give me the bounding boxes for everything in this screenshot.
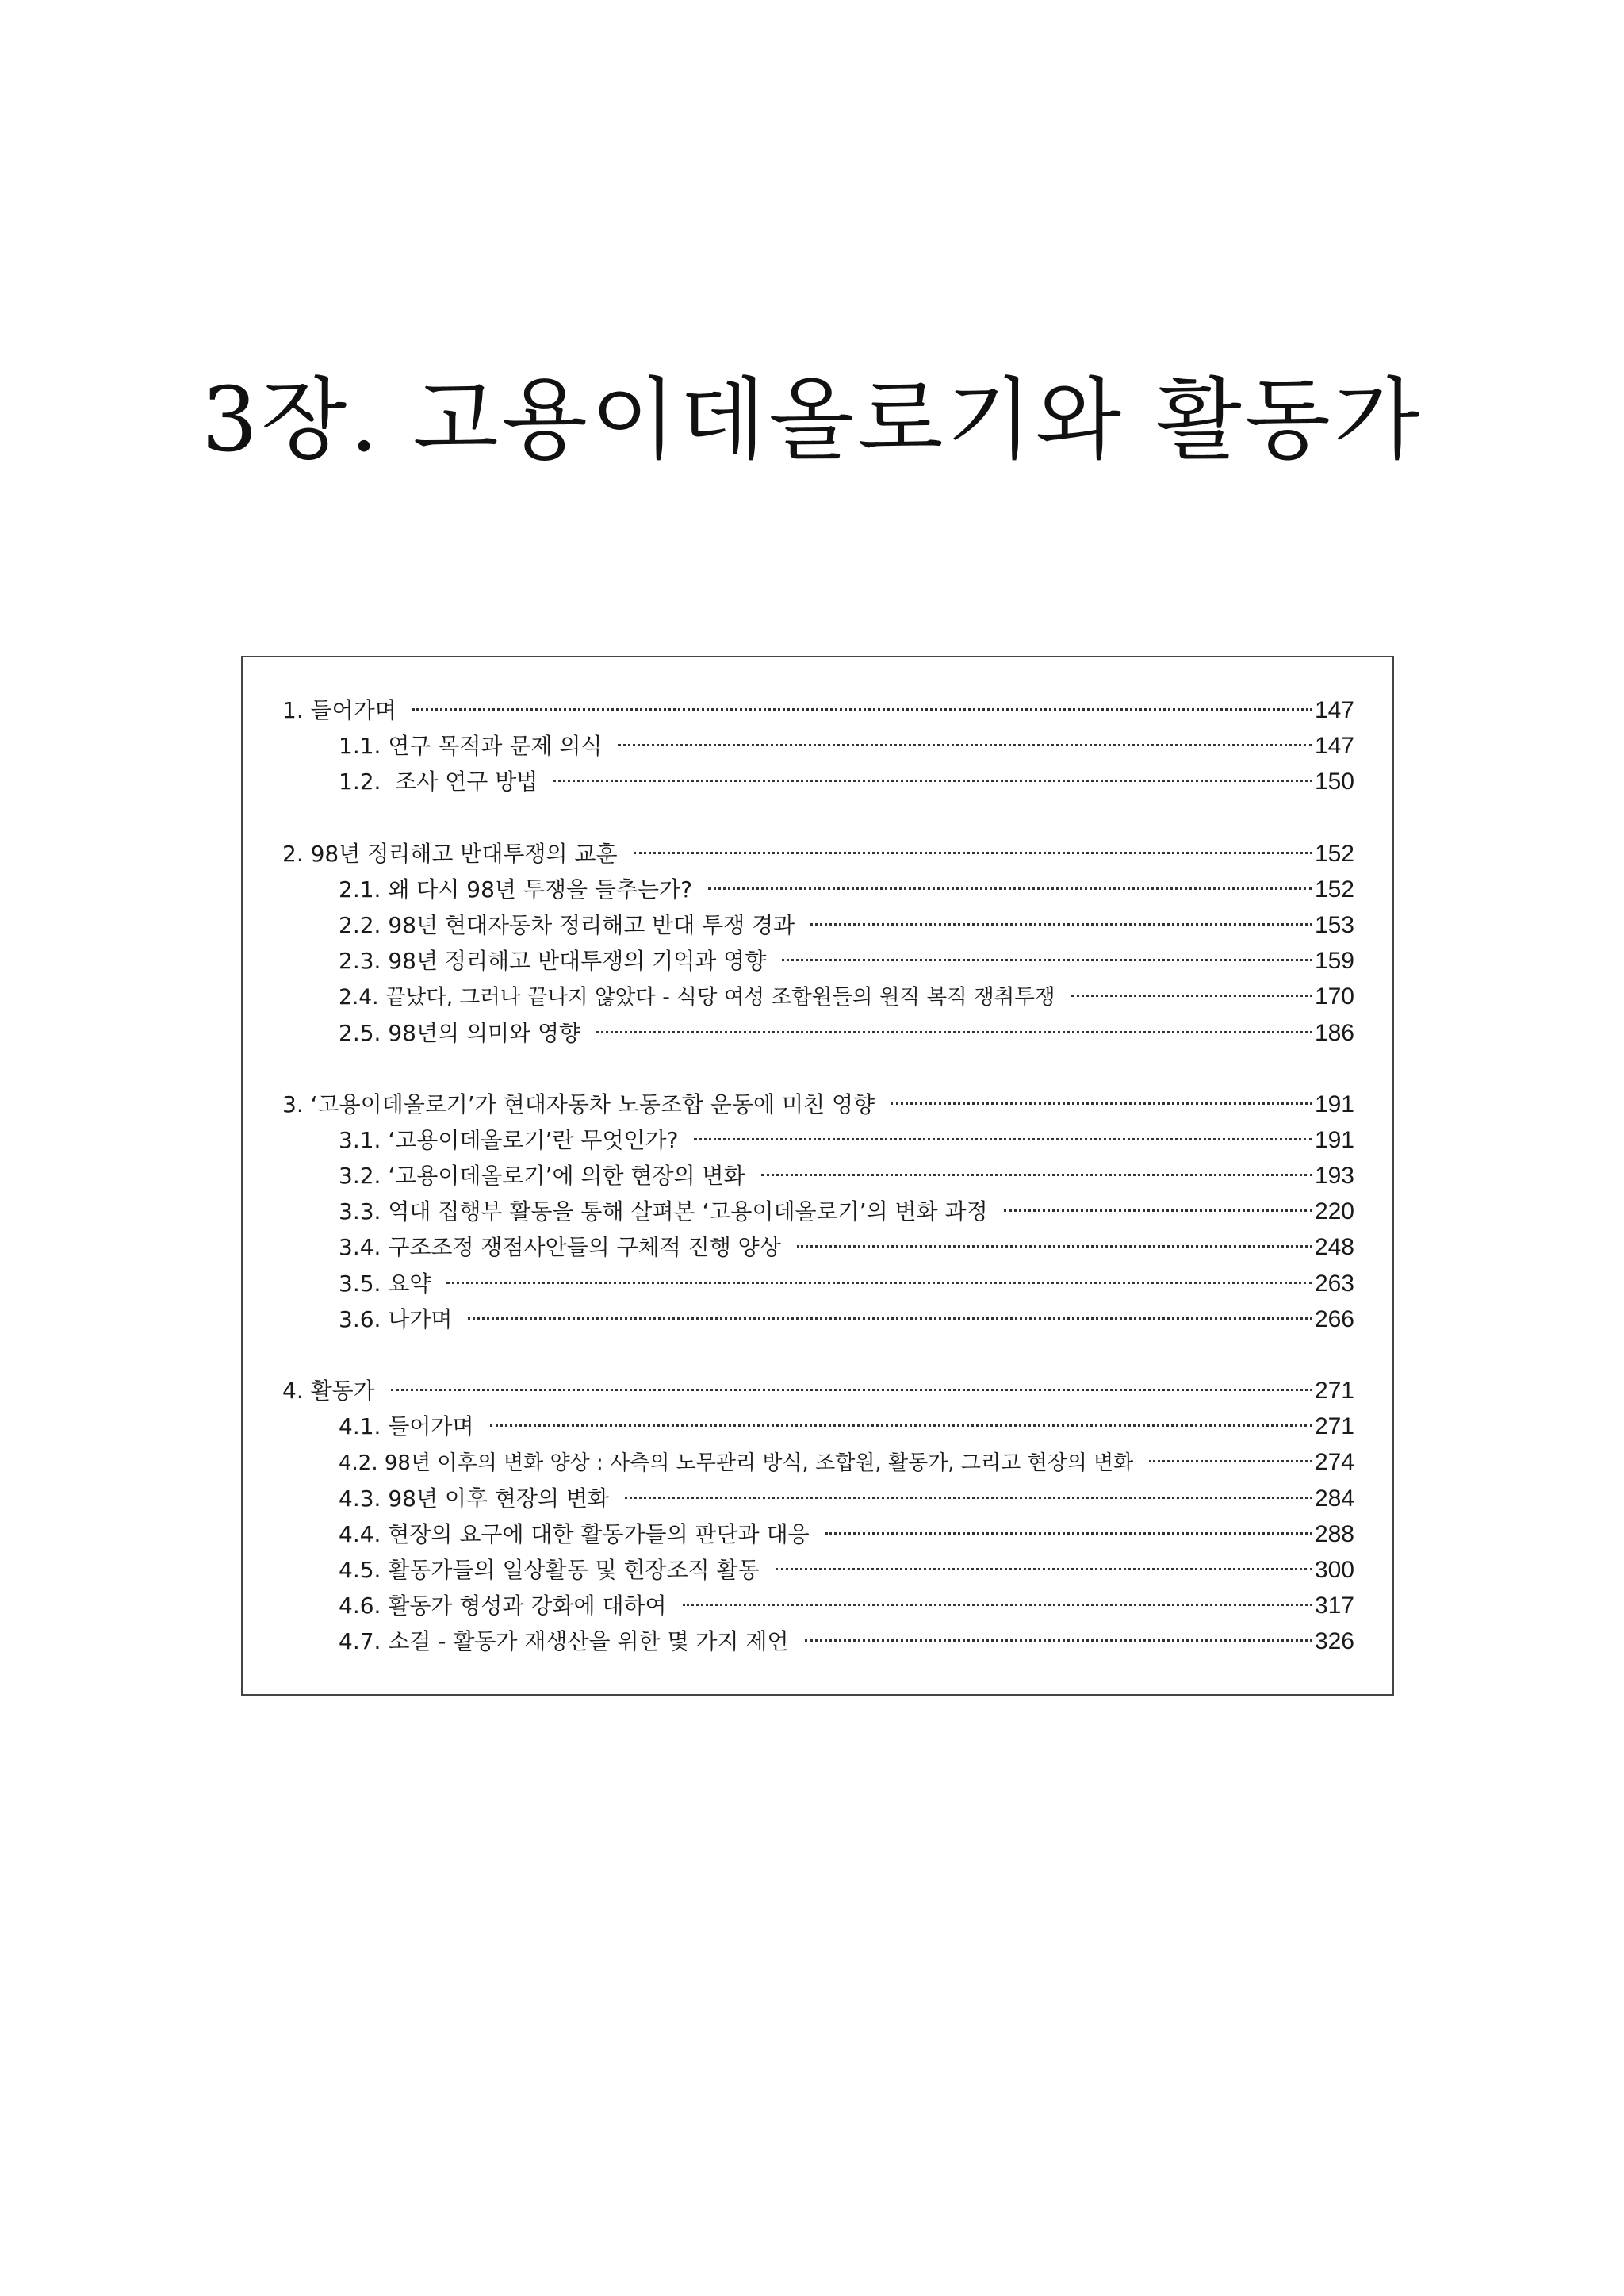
toc-entry-label: 2.1. 왜 다시 98년 투쟁을 들추는가? (339, 876, 692, 903)
toc-entry (282, 1229, 1354, 1265)
toc-dot-leader (805, 1639, 1312, 1642)
toc-entry-page: 284 (1314, 1485, 1354, 1512)
toc-entry-label: 2.3. 98년 정리해고 반대투쟁의 기억과 영향 (339, 948, 767, 975)
toc-entry-label: 1.2. 조사 연구 방법 (339, 769, 538, 795)
toc-dot-leader (810, 923, 1312, 926)
toc-entry-label: 3.6. 나가며 (339, 1305, 453, 1332)
toc-entry-label: 4.4. 현장의 요구에 대한 활동가들의 판단과 대응 (339, 1520, 810, 1547)
toc-entry-label: 3.3. 역대 집행부 활동을 통해 살펴본 ‘고용이데올로기’의 변화 과정 (339, 1198, 988, 1225)
toc-box (241, 656, 1394, 1696)
toc-entry (282, 1266, 1354, 1301)
toc-dot-leader (1004, 1209, 1312, 1212)
toc-entry-label: 4.2. 98년 이후의 변화 양상 : 사측의 노무관리 방식, 조합원, 활동가, 그리고 현장의 변화 (339, 1451, 1134, 1476)
toc-entry (282, 1015, 1354, 1051)
toc-dot-leader (797, 1245, 1312, 1248)
toc-entry (282, 728, 1354, 764)
toc-dot-leader (694, 1138, 1312, 1140)
toc-entry (282, 1552, 1354, 1588)
toc-entry (282, 872, 1354, 907)
toc-entry-label: 4.7. 소결 - 활동가 재생산을 위한 몇 가지 제언 (339, 1628, 789, 1655)
toc-entry-label: 3.2. ‘고용이데올로기’에 의한 현장의 변화 (339, 1163, 745, 1190)
toc-entry (282, 1623, 1354, 1659)
toc-dot-leader (776, 1568, 1312, 1570)
toc-dot-leader (825, 1532, 1312, 1535)
toc-dot-leader (761, 1174, 1312, 1176)
toc-entry (282, 692, 1354, 728)
toc-entry (282, 979, 1354, 1014)
toc-entry-page: 191 (1314, 1126, 1354, 1153)
toc-entry-page: 271 (1314, 1378, 1354, 1404)
toc-entry-page: 274 (1314, 1449, 1354, 1476)
toc-entry-page: 288 (1314, 1520, 1354, 1547)
toc-entry-label: 2.5. 98년의 의미와 영향 (339, 1019, 581, 1046)
toc-entry-label: 4. 활동가 (282, 1378, 375, 1404)
toc-entry-page: 147 (1314, 733, 1354, 760)
toc-entry-page: 248 (1314, 1234, 1354, 1261)
toc-dot-leader (490, 1424, 1312, 1427)
toc-entry-page: 153 (1314, 911, 1354, 938)
toc-dot-leader (618, 744, 1312, 746)
toc-entry-page: 152 (1314, 840, 1354, 867)
page-title: 3장. 고용이데올로기와 활동가 (201, 369, 1423, 472)
toc-entry (282, 1588, 1354, 1623)
toc-dot-leader (446, 1282, 1312, 1284)
toc-dot-leader (1071, 995, 1312, 997)
toc-entry-label: 1.1. 연구 목적과 문제 의식 (339, 733, 603, 760)
toc-entry-label: 1. 들어가며 (282, 697, 396, 723)
toc-dot-leader (596, 1031, 1312, 1033)
toc-entry-page: 159 (1314, 948, 1354, 975)
toc-entry (282, 836, 1354, 872)
toc-entry-label: 4.1. 들어가며 (339, 1413, 474, 1440)
toc-entry-label: 2.4. 끝났다, 그러나 끝나지 않았다 - 식당 여성 조합원들의 원직 복직 쟁취투쟁 (339, 985, 1055, 1010)
toc-dot-leader (891, 1102, 1312, 1105)
toc-dot-leader (683, 1604, 1312, 1606)
toc-dot-leader (782, 959, 1312, 961)
toc-entry-label: 2. 98년 정리해고 반대투쟁의 교훈 (282, 840, 618, 867)
toc-entry-page: 193 (1314, 1163, 1354, 1190)
toc-entry-page: 152 (1314, 876, 1354, 903)
toc-entry (282, 1122, 1354, 1158)
toc-dot-leader (468, 1317, 1312, 1320)
toc-entry-label: 4.5. 활동가들의 일상활동 및 현장조직 활동 (339, 1556, 760, 1583)
toc-entry (282, 1301, 1354, 1337)
toc-entry (282, 1158, 1354, 1194)
toc-entry-label: 3.5. 요약 (339, 1270, 431, 1297)
toc-entry-page: 317 (1314, 1593, 1354, 1619)
toc-entry (282, 1409, 1354, 1444)
toc-dot-leader (708, 887, 1312, 890)
toc-entry-page: 170 (1314, 983, 1354, 1010)
toc-entry-page: 326 (1314, 1628, 1354, 1655)
toc-entry-page: 220 (1314, 1198, 1354, 1225)
toc-entry-label: 3.1. ‘고용이데올로기’란 무엇인가? (339, 1126, 679, 1153)
toc-entry-page: 263 (1314, 1270, 1354, 1297)
toc-entry (282, 1444, 1354, 1480)
toc-list (282, 692, 1354, 1660)
toc-entry (282, 1194, 1354, 1229)
toc-dot-leader (1149, 1460, 1312, 1462)
toc-entry-page: 266 (1314, 1305, 1354, 1332)
toc-entry-page: 271 (1314, 1413, 1354, 1440)
toc-entry (282, 1516, 1354, 1552)
toc-entry (282, 907, 1354, 943)
toc-entry-page: 300 (1314, 1556, 1354, 1583)
toc-entry-label: 4.3. 98년 이후 현장의 변화 (339, 1485, 610, 1512)
toc-entry-page: 191 (1314, 1091, 1354, 1117)
toc-dot-leader (412, 708, 1312, 711)
toc-entry-label: 3. ‘고용이데올로기’가 현대자동차 노동조합 운동에 미친 영향 (282, 1091, 875, 1117)
toc-dot-leader (391, 1389, 1312, 1391)
toc-dot-leader (634, 852, 1312, 854)
toc-entry (282, 1087, 1354, 1122)
toc-dot-leader (625, 1497, 1312, 1499)
toc-entry-label: 4.6. 활동가 형성과 강화에 대하여 (339, 1593, 667, 1619)
toc-entry-page: 147 (1314, 697, 1354, 723)
toc-entry-label: 3.4. 구조조정 쟁점사안들의 구체적 진행 양상 (339, 1234, 781, 1261)
toc-entry-label: 2.2. 98년 현대자동차 정리해고 반대 투쟁 경과 (339, 911, 795, 938)
toc-dot-leader (553, 780, 1312, 782)
toc-entry-page: 150 (1314, 769, 1354, 795)
toc-entry-page: 186 (1314, 1019, 1354, 1046)
toc-entry (282, 764, 1354, 799)
toc-entry (282, 1481, 1354, 1516)
toc-entry (282, 1373, 1354, 1409)
toc-entry (282, 943, 1354, 979)
